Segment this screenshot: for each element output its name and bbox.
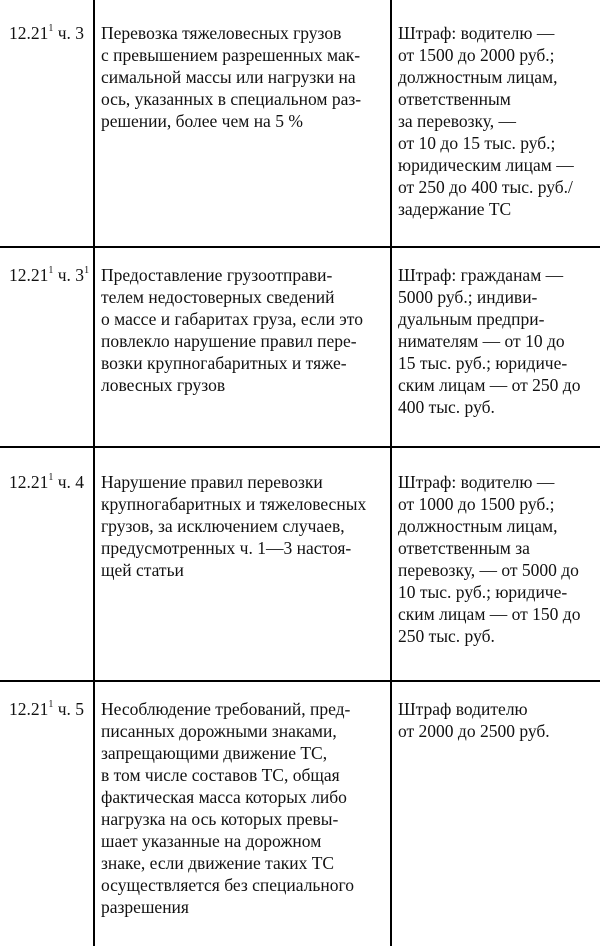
article-part: ч. 3 [53, 265, 85, 285]
penalty-line: от 1500 до 2000 руб.; [398, 45, 555, 65]
article-cell [9, 471, 91, 493]
penalty-line: перевозку, — от 5000 до [398, 560, 579, 580]
part-superscript: 1 [84, 265, 90, 277]
article-cell [9, 264, 91, 286]
penalty-text [398, 264, 594, 418]
article-superscript: 1 [48, 699, 54, 711]
penalty-line: юридическим лицам — [398, 155, 574, 175]
column-divider [93, 0, 95, 946]
description-line: Нарушение правил перевозки [101, 472, 323, 492]
penalty-line: от 250 до 400 тыс. руб./ [398, 177, 573, 197]
description-line: знаке, если движение таких ТС [101, 853, 335, 873]
article-superscript: 1 [48, 265, 54, 277]
description-line: запрещающими движение ТС, [101, 743, 328, 763]
penalty-line: ответственным за [398, 538, 530, 558]
description-line: грузов, за исключением случаев, [101, 516, 345, 536]
description-line: крупногабаритных и тяжеловесных [101, 494, 367, 514]
description-line: фактическая масса которых либо [101, 787, 347, 807]
description-line: в том числе составов ТС, общая [101, 765, 340, 785]
penalty-text [398, 471, 594, 647]
penalty-line: ским лицам — от 150 до [398, 604, 581, 624]
article-part: ч. 4 [53, 472, 85, 492]
description-line: Несоблюдение требований, пред- [101, 699, 351, 719]
description-line: писанных дорожными знаками, [101, 721, 337, 741]
description-line: ловесных грузов [101, 375, 226, 395]
article-cell [9, 698, 91, 720]
penalty-text [398, 698, 594, 742]
description-line: о массе и габаритах груза, если это [101, 309, 363, 329]
article-part: ч. 5 [53, 699, 85, 719]
penalty-line: Штраф: водителю — [398, 472, 555, 492]
violation-description [101, 22, 386, 132]
description-line: решении, более чем на 5 % [101, 111, 303, 131]
description-line: Перевозка тяжеловесных грузов [101, 23, 342, 43]
penalty-line: Штраф водителю [398, 699, 528, 719]
article-number: 12.21 [9, 472, 49, 492]
article-superscript: 1 [48, 23, 54, 35]
description-line: разрешения [101, 897, 189, 917]
description-line: с превышением разрешенных мак- [101, 45, 361, 65]
description-line: Предоставление грузоотправи- [101, 265, 333, 285]
penalty-line: 15 тыс. руб.; юридиче- [398, 353, 568, 373]
article-number: 12.21 [9, 265, 49, 285]
description-line: повлекло нарушение правил пере- [101, 331, 357, 351]
row-divider [0, 446, 600, 448]
penalty-line: от 2000 до 2500 руб. [398, 721, 550, 741]
penalty-line: должностным лицам, [398, 516, 558, 536]
description-line: нагрузка на ось которых превы- [101, 809, 339, 829]
article-part: ч. 3 [53, 23, 85, 43]
column-divider [390, 0, 392, 946]
description-line: шает указанные на дорожном [101, 831, 322, 851]
penalty-line: задержание ТС [398, 199, 512, 219]
article-number: 12.21 [9, 23, 49, 43]
penalty-line: должностным лицам, [398, 67, 558, 87]
row-divider [0, 680, 600, 682]
penalty-line: 5000 руб.; индиви- [398, 287, 538, 307]
article-superscript: 1 [48, 472, 54, 484]
violation-description [101, 471, 386, 581]
penalty-line: нимателям — от 10 до [398, 331, 565, 351]
penalty-line: Штраф: гражданам — [398, 265, 564, 285]
penalty-line: 250 тыс. руб. [398, 626, 495, 646]
article-number: 12.21 [9, 699, 49, 719]
penalty-text [398, 22, 594, 220]
penalty-line: ответственным [398, 89, 511, 109]
penalty-line: 400 тыс. руб. [398, 397, 495, 417]
description-line: щей статьи [101, 560, 184, 580]
description-line: телем недостоверных сведений [101, 287, 335, 307]
row-divider [0, 246, 600, 248]
article-cell [9, 22, 91, 44]
description-line: симальной массы или нагрузки на [101, 67, 356, 87]
penalty-line: ским лицам — от 250 до [398, 375, 581, 395]
penalty-line: за перевозку, — [398, 111, 517, 131]
violation-description [101, 698, 386, 918]
penalty-line: от 1000 до 1500 руб.; [398, 494, 555, 514]
penalty-line: 10 тыс. руб.; юридиче- [398, 582, 568, 602]
penalty-line: дуальным предпри- [398, 309, 545, 329]
description-line: осуществляется без специального [101, 875, 355, 895]
penalty-line: Штраф: водителю — [398, 23, 555, 43]
penalty-line: от 10 до 15 тыс. руб.; [398, 133, 556, 153]
violation-description [101, 264, 386, 396]
description-line: ось, указанных в специальном раз- [101, 89, 362, 109]
description-line: предусмотренных ч. 1—3 настоя- [101, 538, 352, 558]
description-line: возки крупногабаритных и тяже- [101, 353, 347, 373]
